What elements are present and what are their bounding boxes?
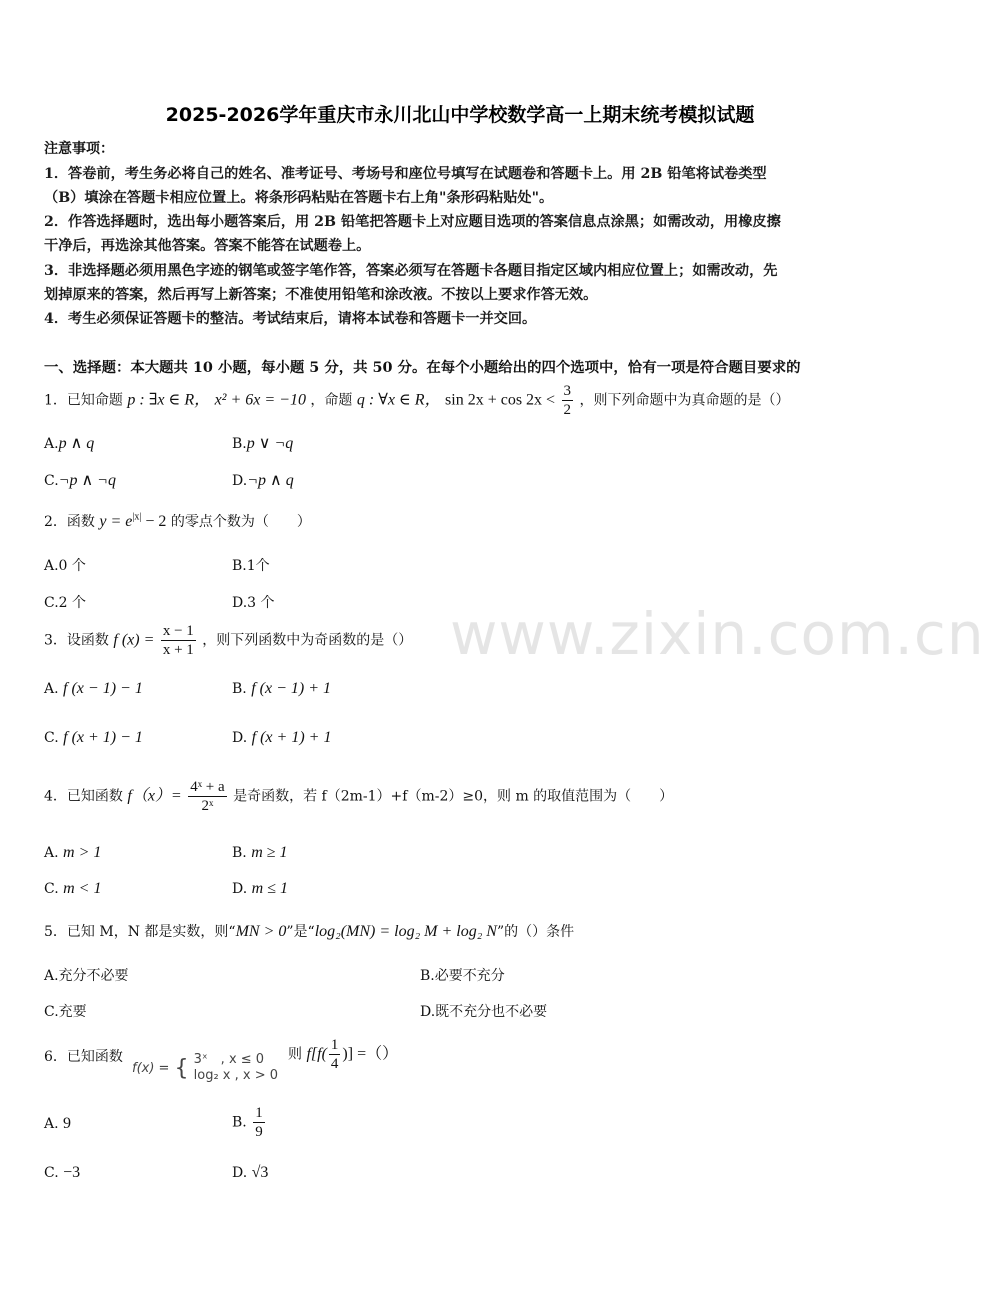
notice-heading: 注意事项：	[44, 141, 114, 157]
question-1	[44, 382, 789, 419]
q6-piecewise-function: f(x) = { 3ˣ , x ≤ 0 log₂ x , x > 0	[132, 1052, 279, 1083]
q2-number: 2．函数	[44, 514, 95, 530]
q3-option-a[interactable]: A. f (x − 1) − 1	[44, 680, 143, 697]
q4-tail: 是奇函数，若 f（2m-1）+f（m-2）≥0，则 m 的取值范围为（ ）	[233, 788, 674, 805]
notice-line-6: 划掉原来的答案，然后再写上新答案；不准使用铅笔和涂改液。不按以上要求作答无效。	[44, 287, 598, 303]
q1-option-a[interactable]: A.p ∧ q	[44, 435, 95, 452]
q1-inequality: sin 2x + cos 2x <	[445, 391, 556, 409]
page-title: 2025-2026学年重庆市永川北山中学校数学高一上期末统考模拟试题	[165, 104, 755, 126]
q4-option-b[interactable]: B. m ≥ 1	[232, 844, 288, 861]
q3-tail: ，则下列函数中为奇函数的是（）	[202, 632, 413, 649]
question-5	[44, 921, 574, 941]
notice-line-2: （B）填涂在答题卡相应位置上。将条形码粘贴在答题卡右上角"条形码粘贴处"。	[44, 190, 554, 206]
q3-option-d[interactable]: D. f (x + 1) + 1	[232, 729, 332, 746]
q6-number: 6．已知函数	[44, 1049, 123, 1065]
q5-condition-2: log₂(MN) = log₂ M + log₂ N	[314, 923, 497, 940]
q5-option-a[interactable]: A.充分不必要	[44, 968, 129, 984]
q1-number: 1．已知命题	[44, 392, 123, 409]
question-2	[44, 511, 311, 531]
watermark: www.zixin.com.cn	[450, 600, 985, 668]
q6-option-c[interactable]: C. −3	[44, 1164, 81, 1181]
q1-tail: ，则下列命题中为真命题的是（）	[579, 392, 790, 409]
q4-option-a[interactable]: A. m > 1	[44, 844, 102, 861]
q6-option-b[interactable]: B. $\frac{1}{9}$	[232, 1105, 263, 1140]
q5-condition-1: MN > 0	[235, 923, 287, 940]
q1-option-c[interactable]: C.¬p ∧ ¬q	[44, 472, 116, 489]
q3-function: f (x) =	[113, 631, 155, 649]
q2-option-a[interactable]: A.0 个	[44, 558, 86, 574]
q2-tail: 的零点个数为（ ）	[170, 514, 311, 530]
q2-option-b[interactable]: B.1个	[232, 558, 270, 574]
notice-line-3: 2．作答选择题时，选出每小题答案后，用 2B 铅笔把答题卡上对应题目选项的答案信息点涂黑；如需改动，用橡皮擦	[44, 214, 781, 230]
q1-fraction: $\frac{3}{2}$	[563, 383, 572, 418]
q5-number: 5．已知 M，N 都是实数，则“	[44, 924, 236, 940]
q5-option-d[interactable]: D.既不充分也不必要	[420, 1004, 548, 1020]
q3-number: 3．设函数	[44, 632, 109, 649]
q5-option-b[interactable]: B.必要不充分	[420, 968, 505, 984]
q6-option-a[interactable]: A. 9	[44, 1115, 72, 1132]
q1-mid: ，命题	[310, 392, 353, 409]
q6-fraction: $\frac{1}{4}$	[330, 1037, 339, 1072]
q4-fraction: $\frac{\text{4ˣ + a}}{\text{2ˣ}}$	[190, 779, 225, 814]
q4-option-c[interactable]: C. m < 1	[44, 880, 102, 897]
q4-function: f（x）=	[127, 787, 182, 805]
q1-equation: x² + 6x = −10	[214, 391, 306, 409]
section-heading: 一、选择题：本大题共 10 小题，每小题 5 分，共 50 分。在每个小题给出的四个选项中，恰有一项是符合题目要求的	[44, 359, 801, 376]
q6-option-d[interactable]: D. √3	[232, 1164, 269, 1181]
q1-option-b[interactable]: B.p ∨ ¬q	[232, 435, 294, 452]
q2-option-c[interactable]: C.2 个	[44, 595, 87, 611]
q2-function: $y = e^{|x|} - 2$	[99, 511, 167, 530]
q1-proposition-q: q : ∀x ∈ R，	[356, 391, 441, 409]
q3-option-b[interactable]: B. f (x − 1) + 1	[232, 680, 331, 697]
notice-line-7: 4．考生必须保证答题卡的整洁。考试结束后，请将本试卷和答题卡一并交回。	[44, 311, 537, 327]
q3-fraction: $\frac{x - 1}{x + 1}$	[162, 623, 194, 658]
q5-tail: ”的（）条件	[496, 924, 575, 940]
q1-proposition-p: p : ∃x ∈ R，	[127, 391, 211, 409]
q5-option-c[interactable]: C.充要	[44, 1004, 87, 1020]
q4-option-d[interactable]: D. m ≤ 1	[232, 880, 288, 897]
q6-question: 则 f[f( $\frac{1}{4}$ )] =（）	[288, 1037, 399, 1072]
q2-option-d[interactable]: D.3 个	[232, 595, 275, 611]
q5-mid: ”是“	[286, 924, 315, 940]
notice-line-4: 干净后，再选涂其他答案。答案不能答在试题卷上。	[44, 238, 371, 254]
question-4	[44, 778, 673, 815]
q1-option-d[interactable]: D.¬p ∧ q	[232, 472, 294, 489]
q3-option-c[interactable]: C. f (x + 1) − 1	[44, 729, 143, 746]
notice-line-5: 3．非选择题必须用黑色字迹的钢笔或签字笔作答，答案必须写在答题卡各题目指定区域内相应位置上；如需改动，先	[44, 263, 778, 279]
question-3	[44, 622, 412, 659]
q4-number: 4．已知函数	[44, 788, 123, 805]
notice-line-1: 1．答卷前，考生务必将自己的姓名、准考证号、考场号和座位号填写在试题卷和答题卡上。用 2B 铅笔将试卷类型	[44, 166, 767, 182]
